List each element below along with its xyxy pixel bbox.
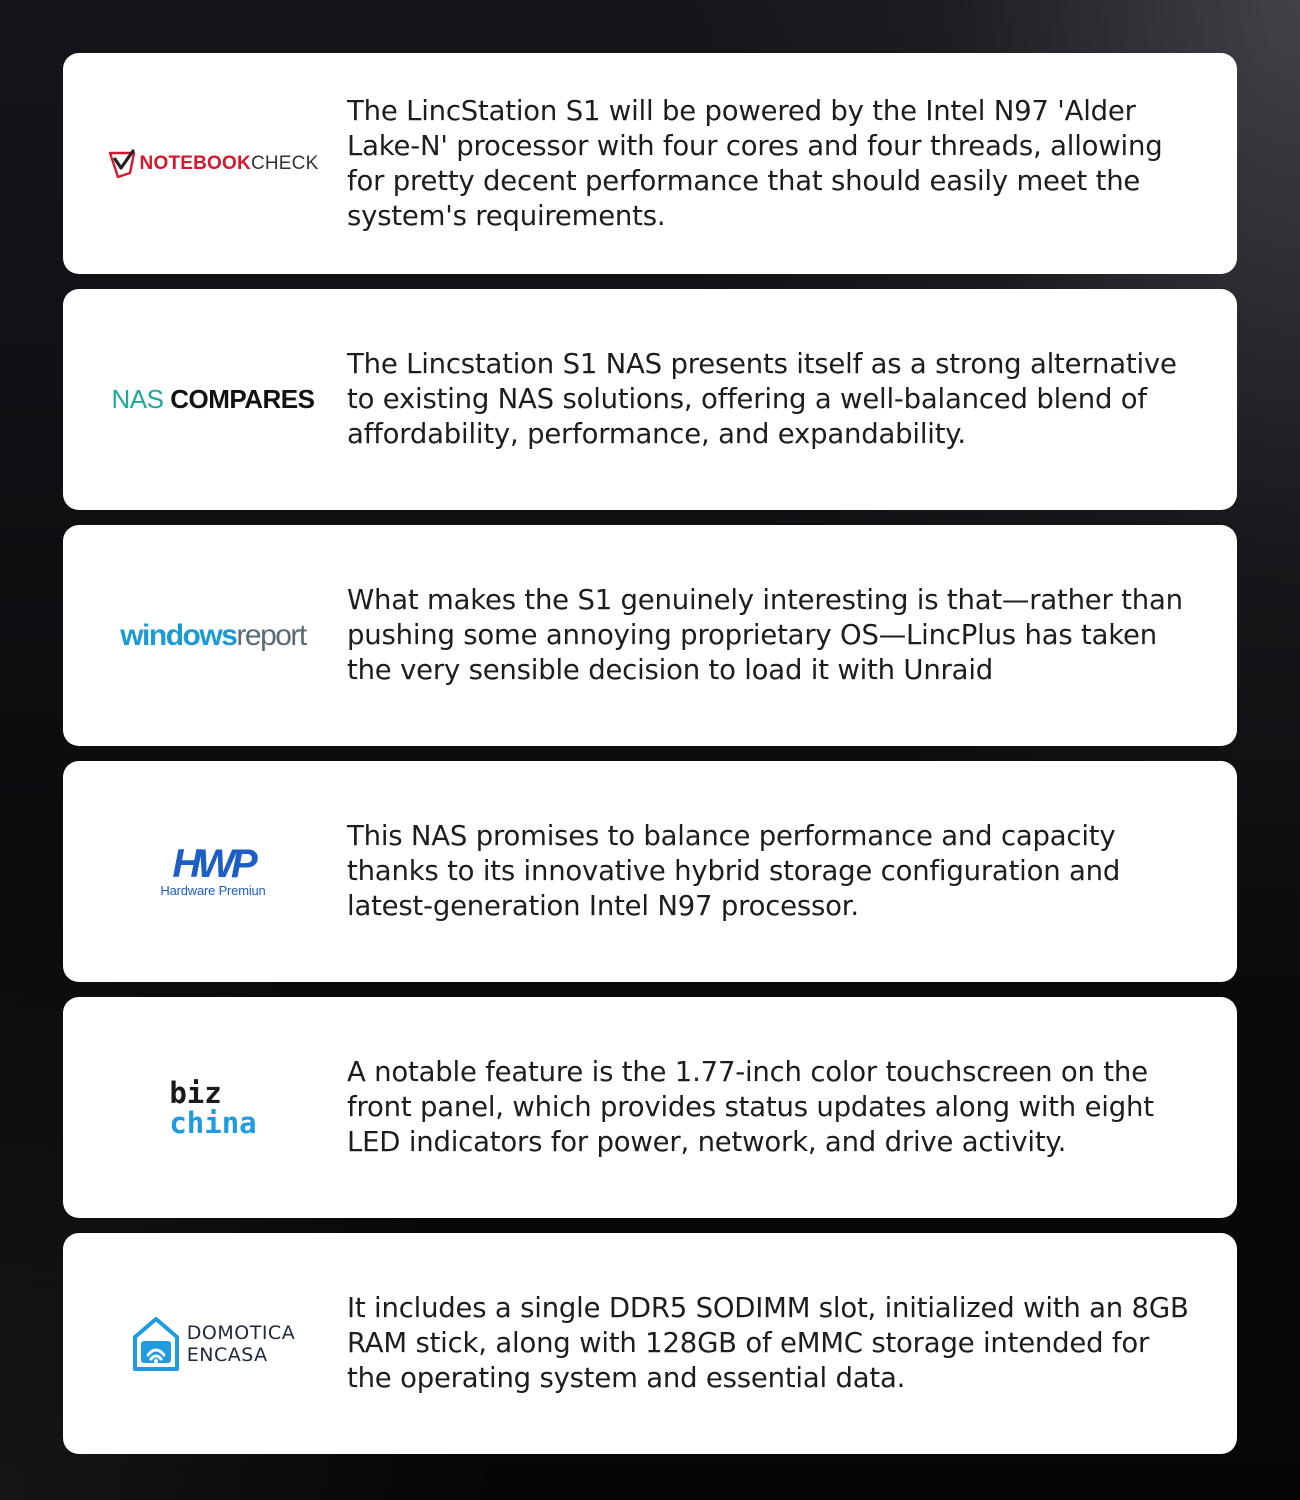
logo-text-china: china [169,1105,257,1140]
smart-home-icon [131,1315,181,1373]
review-quote: What makes the S1 genuinely interesting is that—rather than pushing some annoying proprietary OS—LincPlus has taken the very sensible decision to load it with Unraid [347,584,1183,686]
review-card-bizchina [63,997,1237,1218]
logo-text-hwp: HWP [172,841,254,886]
logo-text-hardware-premiun: Hardware Premiun [160,882,266,898]
logo-text-domotica: DOMOTICA [186,1321,296,1344]
nascompares-logo [83,289,343,510]
hardwarepremiun-logo [83,761,343,982]
logo-text-encasa: ENCASA [186,1343,268,1366]
review-quote: The Lincstation S1 NAS presents itself as a strong alternative to existing NAS solutions, offering a well-balanced blend of affordability, performance, and expandability. [347,348,1177,450]
review-list [63,53,1237,1469]
review-quote: It includes a single DDR5 SODIMM slot, initialized with an 8GB RAM stick, along with 128GB of eMMC storage intended for the operating system and essential data. [347,1292,1189,1394]
notebookcheck-logo [83,53,343,274]
review-card-hardwarepremiun [63,761,1237,982]
logo-text-windows: windows [120,618,237,652]
review-quote: A notable feature is the 1.77-inch color touchscreen on the front panel, which provides status updates along with eight LED indicators for power, network, and drive activity. [347,1056,1154,1158]
logo-text-check: CHECK [250,152,319,174]
logo-text-nas: NAS [111,384,164,414]
bizchina-logo [83,997,343,1218]
logo-text-notebook: NOTEBOOK [139,152,251,174]
domoticaencasa-logo [83,1233,343,1454]
review-quote: The LincStation S1 will be powered by the Intel N97 'Alder Lake-N' processor with four cores and four threads, allowing for pretty decent performance that should easily meet the system's requirements. [347,94,1163,232]
review-card-notebookcheck [63,53,1237,274]
notebookcheck-check-icon [108,149,140,179]
review-card-nascompares [63,289,1237,510]
windowsreport-logo [83,525,343,746]
logo-text-biz: biz [169,1075,222,1110]
review-card-domoticaencasa [63,1233,1237,1454]
logo-text-report: report [236,618,306,652]
review-quote: This NAS promises to balance performance and capacity thanks to its innovative hybrid storage configuration and latest-generation Intel N97 processor. [347,820,1121,922]
logo-text-compares: COMPARES [170,384,315,414]
review-card-windowsreport [63,525,1237,746]
